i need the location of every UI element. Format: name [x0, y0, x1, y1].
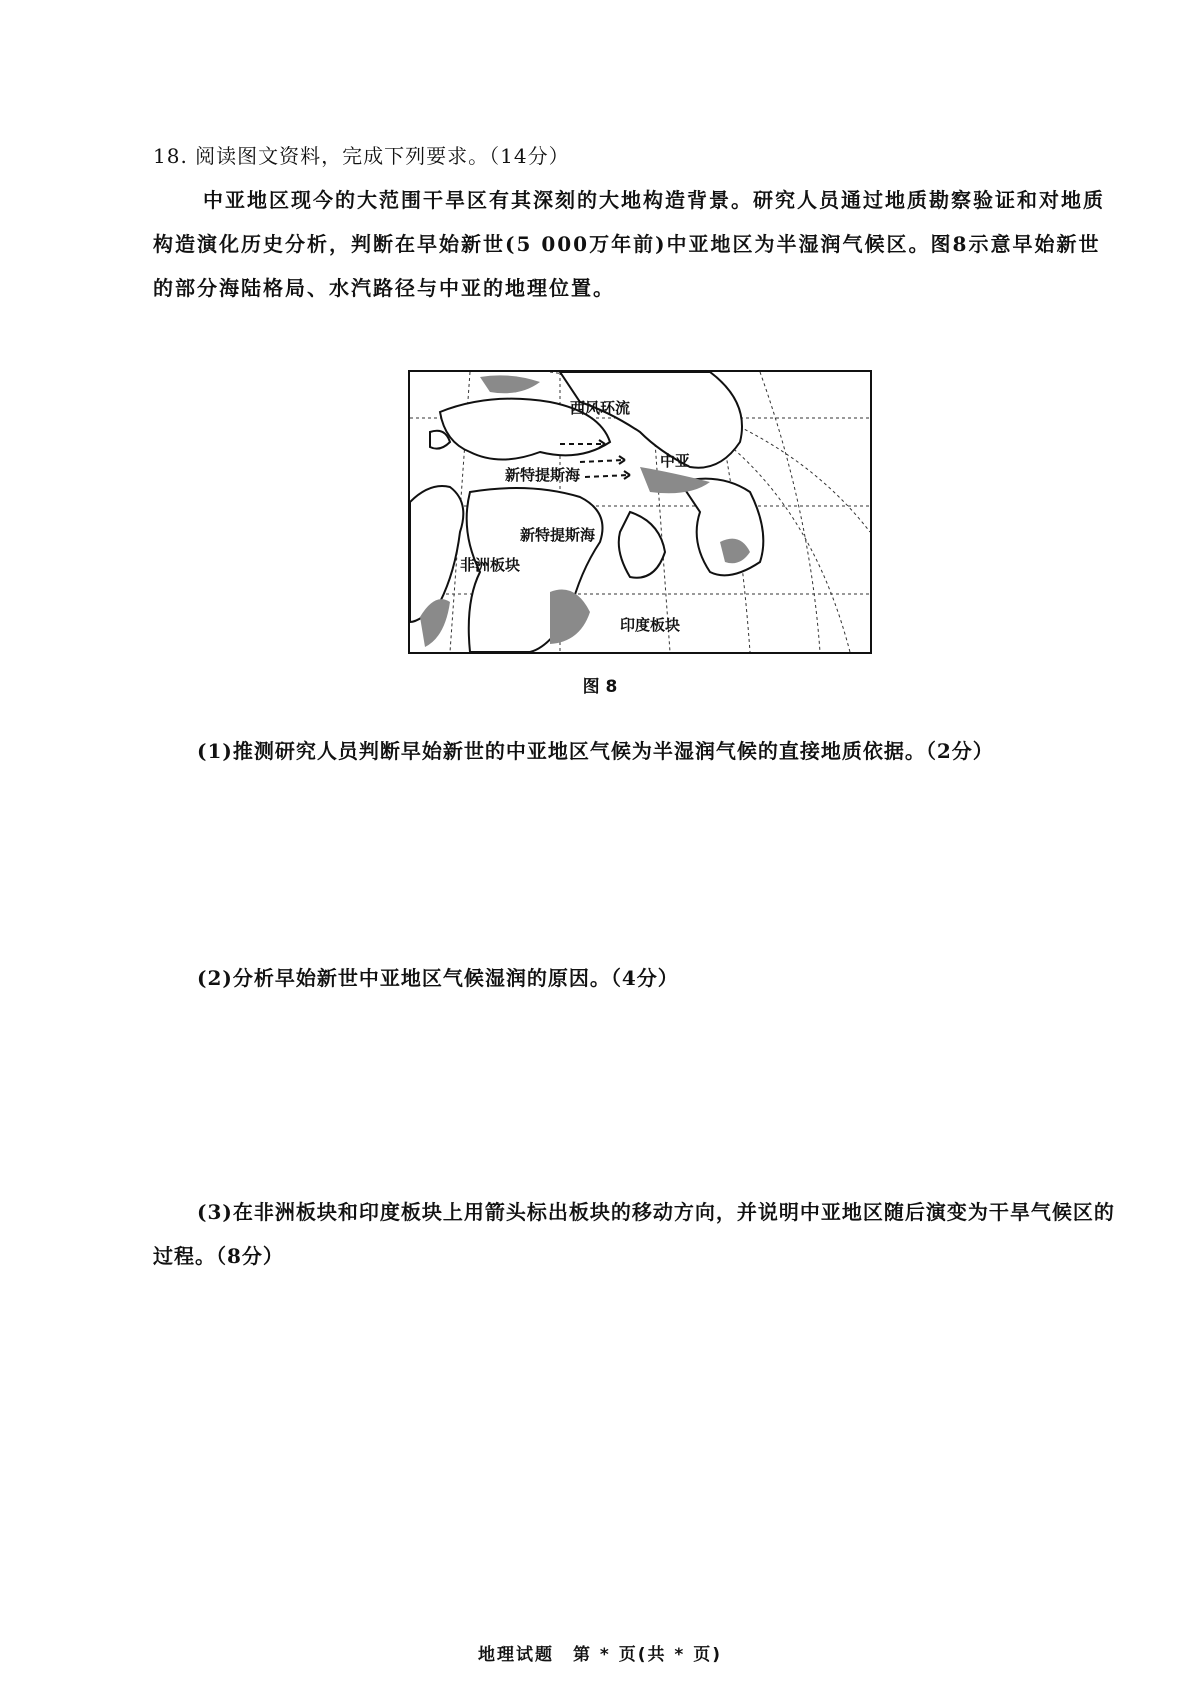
label-neo-tethys-south: 新特提斯海: [520, 526, 596, 544]
figure-8-map: [408, 370, 872, 654]
subquestion-1: (1)推测研究人员判断早始新世的中亚地区气候为半湿润气候的直接地质依据。（2分）: [197, 739, 994, 763]
paleogeography-map: [410, 372, 870, 652]
subquestion-3: (3)在非洲板块和印度板块上用箭头标出板块的移动方向，并说明中亚地区随后演变为干旱气候区的过程。（8分）: [153, 1200, 1115, 1268]
subquestion-2: (2)分析早始新世中亚地区气候湿润的原因。（4分）: [197, 966, 679, 990]
figure-caption: 图 8: [582, 677, 618, 697]
question-intro: 中亚地区现今的大范围干旱区有其深刻的大地构造背景。研究人员通过地质勘察验证和对地质构造演化历史分析，判断在早始新世(5 000万年前)中亚地区为半湿润气候区。图8示意早始新世的部分海陆格局、水汽路径与中亚的地理位置。: [153, 188, 1105, 300]
page-footer: 地理试题 第 * 页(共 * 页): [478, 1645, 722, 1665]
label-india-plate: 印度板块: [620, 616, 681, 634]
label-africa-plate: 非洲板块: [460, 556, 521, 574]
label-central-asia: 中亚: [660, 452, 691, 470]
label-neo-tethys-north: 新特提斯海: [505, 466, 581, 484]
question-title: 18. 阅读图文资料，完成下列要求。（14分）: [153, 144, 570, 168]
label-westerlies: 西风环流: [570, 399, 631, 417]
